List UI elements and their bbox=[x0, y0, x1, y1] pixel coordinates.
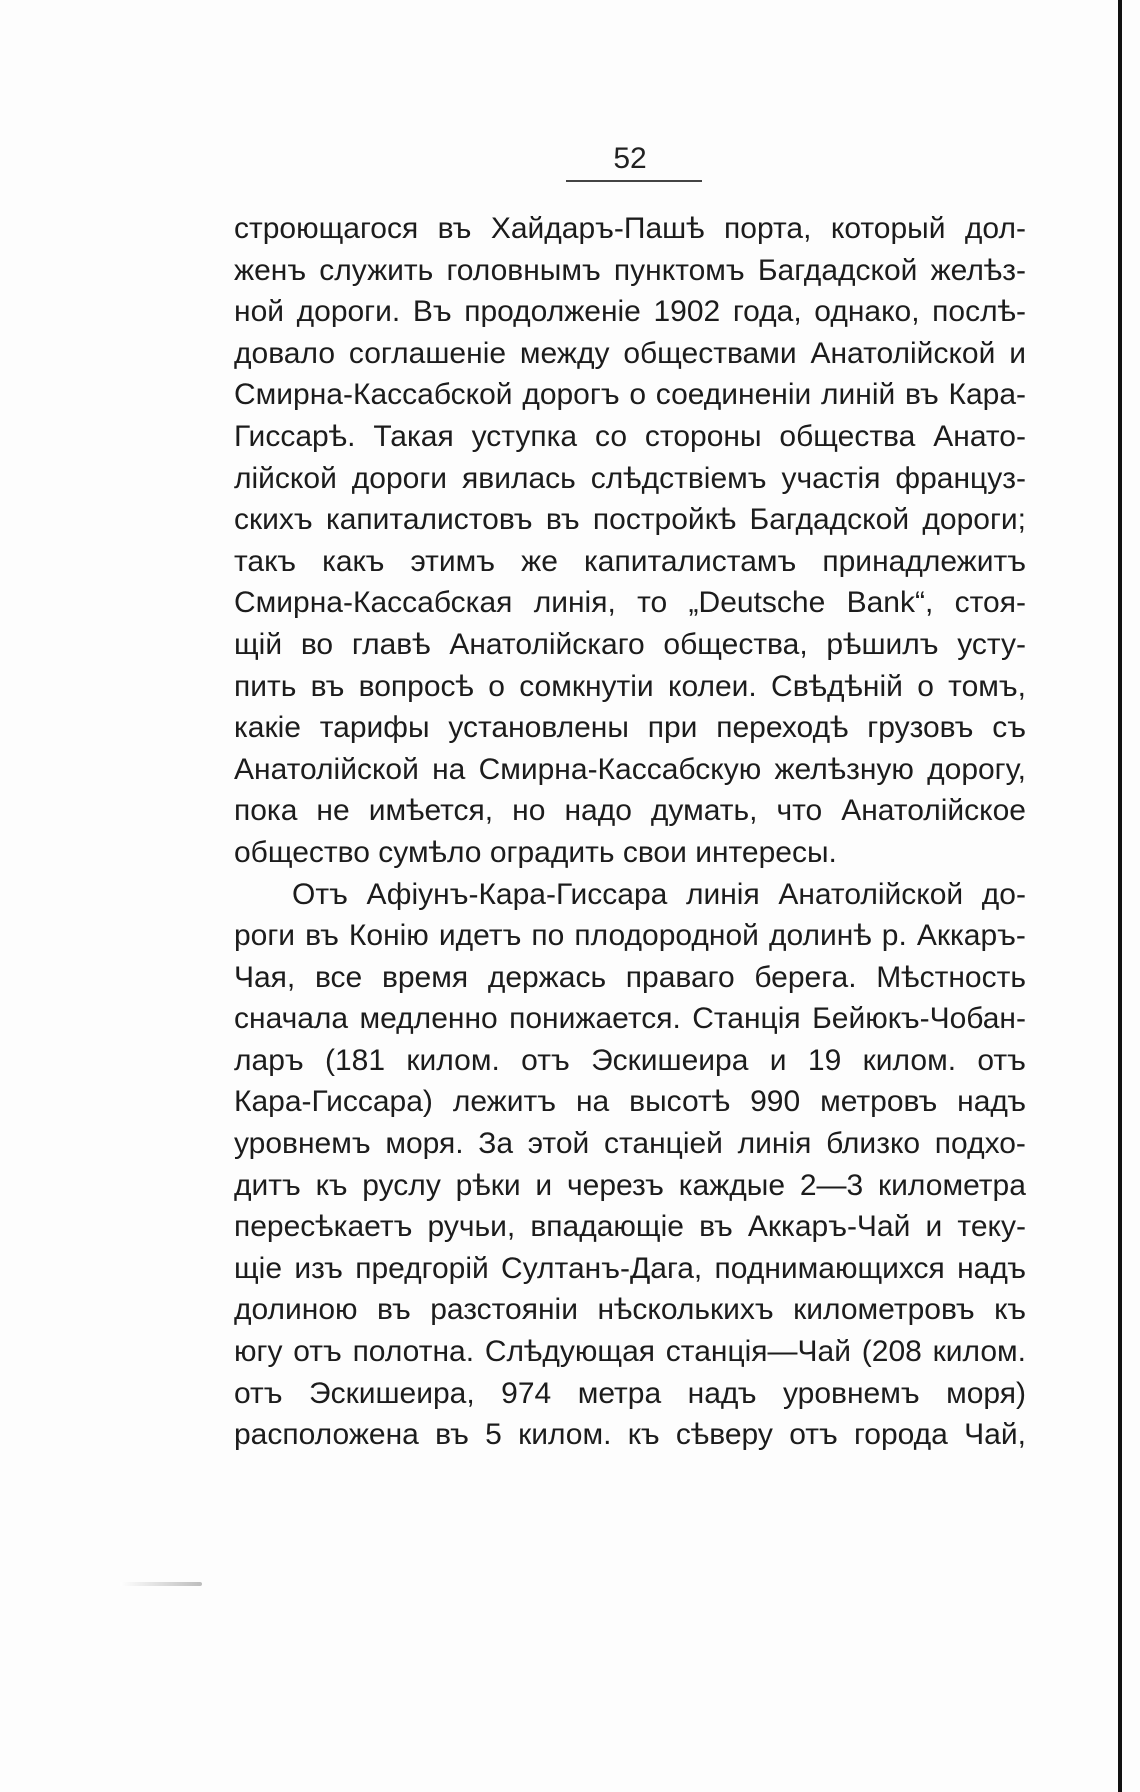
word: Гиссарѣ. bbox=[234, 419, 356, 453]
text-line bbox=[234, 291, 1026, 333]
word: держась bbox=[487, 960, 607, 994]
word: надо bbox=[564, 794, 632, 828]
word: Станція bbox=[692, 1002, 801, 1036]
word: 974 bbox=[501, 1376, 552, 1410]
word: въ bbox=[545, 503, 580, 537]
word: черезъ bbox=[567, 1168, 664, 1202]
word: отъ bbox=[521, 1043, 570, 1077]
word: не bbox=[316, 794, 350, 828]
word: къ bbox=[627, 1418, 660, 1452]
word: Аккаръ- bbox=[916, 919, 1026, 953]
word: довало bbox=[234, 336, 336, 370]
word: стоя- bbox=[954, 586, 1026, 620]
word: города bbox=[854, 1418, 948, 1452]
word: полотна. bbox=[352, 1335, 475, 1369]
word: о bbox=[629, 378, 646, 412]
text-line bbox=[234, 1165, 1026, 1207]
word: щій bbox=[234, 627, 283, 661]
word: метровъ bbox=[820, 1085, 938, 1119]
word: головнымъ bbox=[446, 253, 601, 287]
word: югу bbox=[234, 1335, 283, 1369]
page-edge-line bbox=[1118, 0, 1122, 1792]
word: главѣ bbox=[351, 627, 431, 661]
word: установлены bbox=[448, 711, 629, 745]
word: о bbox=[917, 669, 934, 703]
word: думать, bbox=[650, 794, 758, 828]
word: по bbox=[531, 919, 565, 953]
text-line bbox=[234, 374, 1026, 416]
word: этой bbox=[527, 1127, 590, 1161]
word: (181 bbox=[325, 1043, 386, 1077]
word: отъ bbox=[789, 1418, 838, 1452]
text-line bbox=[234, 1248, 1026, 1290]
text-line bbox=[234, 832, 1026, 874]
word: что bbox=[776, 794, 823, 828]
word: изъ bbox=[294, 1251, 343, 1285]
word: во bbox=[300, 627, 334, 661]
word: порта, bbox=[724, 212, 812, 245]
word: Смирна-Кассабской bbox=[234, 378, 513, 412]
word: сумѣло bbox=[378, 835, 482, 869]
word: моря. bbox=[385, 1127, 464, 1161]
word: теку- bbox=[957, 1210, 1026, 1244]
word: разстояніи bbox=[430, 1293, 578, 1327]
text-line bbox=[234, 416, 1026, 458]
word: (208 bbox=[861, 1335, 922, 1369]
word: усту- bbox=[957, 627, 1026, 661]
word: года, bbox=[732, 295, 802, 329]
text-line bbox=[234, 541, 1026, 583]
word: принадлежитъ bbox=[822, 544, 1026, 578]
word: въ bbox=[305, 919, 339, 953]
word: отъ bbox=[293, 1335, 342, 1369]
word: явилась bbox=[462, 461, 576, 495]
word: однако, bbox=[814, 295, 920, 329]
word: уступка bbox=[471, 419, 578, 453]
word: обществами bbox=[623, 336, 797, 370]
body-text bbox=[234, 208, 1026, 1456]
text-line bbox=[234, 915, 1026, 957]
text-line bbox=[234, 624, 1026, 666]
word: съ bbox=[992, 711, 1026, 745]
word: Bank“, bbox=[846, 586, 934, 620]
word: капиталистовъ bbox=[325, 503, 533, 537]
text-line bbox=[234, 1081, 1026, 1123]
word: общества bbox=[779, 419, 916, 453]
word: дороги. bbox=[296, 295, 401, 329]
word: линія bbox=[737, 1127, 812, 1161]
word: сомкнутіи bbox=[519, 669, 654, 703]
word: Смирна-Кассабскую bbox=[478, 752, 762, 786]
word: къ bbox=[994, 1293, 1026, 1327]
word: къ bbox=[315, 1168, 348, 1202]
word: и bbox=[535, 1168, 553, 1202]
word: имѣется, bbox=[368, 794, 494, 828]
word: время bbox=[381, 960, 469, 994]
word: дорогъ bbox=[522, 378, 620, 412]
word: руслу bbox=[362, 1168, 441, 1202]
word: уровнемъ bbox=[234, 1127, 371, 1161]
word: Свѣдѣній bbox=[771, 669, 903, 703]
word: на bbox=[432, 752, 466, 786]
word: соглашеніе bbox=[348, 336, 507, 370]
word: какъ bbox=[322, 544, 385, 578]
word: Отъ bbox=[292, 877, 348, 911]
text-line bbox=[234, 1123, 1026, 1165]
word: Султанъ-Дага, bbox=[501, 1251, 703, 1285]
word: долинѣ bbox=[768, 919, 872, 953]
word: между bbox=[519, 336, 610, 370]
text-line bbox=[234, 666, 1026, 708]
word: плодородной bbox=[574, 919, 759, 953]
word: пока bbox=[234, 794, 298, 828]
word: лежитъ bbox=[452, 1085, 556, 1119]
word: Слѣдующая bbox=[484, 1335, 655, 1369]
word: Мѣстность bbox=[876, 960, 1026, 994]
word: Анатолійской bbox=[778, 877, 964, 911]
text-line bbox=[234, 998, 1026, 1040]
word: надъ bbox=[957, 1251, 1026, 1285]
word: линій bbox=[821, 378, 896, 412]
word: и bbox=[925, 1210, 943, 1244]
word: линія, bbox=[533, 586, 616, 620]
word: ручьи, bbox=[427, 1210, 516, 1244]
word: женъ bbox=[234, 253, 307, 287]
word: надъ bbox=[687, 1376, 757, 1410]
word: Конію bbox=[348, 919, 429, 953]
word: дороги bbox=[351, 461, 448, 495]
word: 990 bbox=[750, 1085, 801, 1119]
word: рѣки bbox=[455, 1168, 521, 1202]
word: на bbox=[575, 1085, 610, 1119]
word: станціей bbox=[603, 1127, 723, 1161]
word: то bbox=[637, 586, 668, 620]
word: высотѣ bbox=[629, 1085, 731, 1119]
word: щіе bbox=[234, 1251, 283, 1285]
word: поднимающихся bbox=[714, 1251, 945, 1285]
word: Аккаръ-Чай bbox=[747, 1210, 911, 1244]
word: участія bbox=[781, 461, 881, 495]
text-line bbox=[234, 333, 1026, 375]
text-line bbox=[234, 749, 1026, 791]
word: служить bbox=[319, 253, 434, 287]
word: дорогу, bbox=[927, 752, 1026, 786]
word: впадающіе bbox=[530, 1210, 684, 1244]
word: килом. bbox=[932, 1335, 1026, 1369]
word: Эскишеира, bbox=[309, 1376, 475, 1410]
word: уровнемъ bbox=[782, 1376, 920, 1410]
word: расположена bbox=[234, 1418, 419, 1452]
word: въ bbox=[437, 212, 472, 245]
word: который bbox=[830, 212, 946, 245]
word: о bbox=[488, 669, 505, 703]
word: стороны bbox=[644, 419, 762, 453]
text-line bbox=[234, 458, 1026, 500]
word: километра bbox=[878, 1168, 1026, 1202]
word: постройкѣ bbox=[592, 503, 737, 537]
text-line bbox=[234, 957, 1026, 999]
word: продолженіе bbox=[464, 295, 641, 329]
word: пересѣкаетъ bbox=[234, 1210, 413, 1244]
word: Анатолійской bbox=[810, 336, 996, 370]
word: Эскишеира bbox=[591, 1043, 749, 1077]
word: Анатолійское bbox=[841, 794, 1026, 828]
word: желѣзную bbox=[774, 752, 914, 786]
word: Анатолійской bbox=[234, 752, 419, 786]
word: томъ, bbox=[948, 669, 1026, 703]
word: отъ bbox=[234, 1376, 283, 1410]
word: 5 bbox=[485, 1418, 502, 1452]
word: какіе bbox=[234, 711, 301, 745]
text-line bbox=[234, 250, 1026, 292]
word: все bbox=[314, 960, 363, 994]
word: Багдадской bbox=[757, 253, 918, 287]
text-line bbox=[234, 499, 1026, 541]
word: колеи. bbox=[667, 669, 757, 703]
word: За bbox=[478, 1127, 514, 1161]
word: близко bbox=[826, 1127, 921, 1161]
text-line bbox=[234, 1331, 1026, 1373]
word: праваго bbox=[625, 960, 735, 994]
word: интересы. bbox=[695, 835, 837, 869]
word: же bbox=[521, 544, 558, 578]
word: Бейюкъ-Чобан- bbox=[812, 1002, 1026, 1036]
word: рѣшилъ bbox=[826, 627, 939, 661]
word: желѣз- bbox=[930, 253, 1026, 287]
text-line bbox=[234, 208, 1026, 250]
word: надъ bbox=[957, 1085, 1026, 1119]
word: въ bbox=[905, 378, 939, 412]
word: въ bbox=[377, 1293, 411, 1327]
word: при bbox=[647, 711, 698, 745]
word: общество bbox=[234, 835, 370, 869]
word: слѣдствіемъ bbox=[590, 461, 767, 495]
word: каждые bbox=[678, 1168, 786, 1202]
page-number-rule bbox=[566, 180, 702, 182]
word: сначала bbox=[234, 1002, 349, 1036]
word: грузовъ bbox=[867, 711, 974, 745]
text-line bbox=[234, 1373, 1026, 1415]
word: до- bbox=[981, 877, 1026, 911]
word: Смирна-Кассабская bbox=[234, 586, 513, 620]
word: Багдадской bbox=[749, 503, 910, 537]
word: переходѣ bbox=[716, 711, 849, 745]
word: со bbox=[594, 419, 628, 453]
text-line bbox=[234, 790, 1026, 832]
word: Анато- bbox=[933, 419, 1026, 453]
text-line bbox=[234, 1206, 1026, 1248]
word: дитъ bbox=[234, 1168, 301, 1202]
word: 1902 bbox=[653, 295, 721, 329]
word: метра bbox=[577, 1376, 662, 1410]
word: общества, bbox=[663, 627, 808, 661]
word: оградить bbox=[489, 835, 615, 869]
word: отъ bbox=[977, 1043, 1026, 1077]
word: въ bbox=[699, 1210, 733, 1244]
word: въ bbox=[310, 669, 345, 703]
word: тарифы bbox=[319, 711, 430, 745]
word: линія bbox=[685, 877, 760, 911]
word: подхо- bbox=[934, 1127, 1026, 1161]
word: и bbox=[769, 1043, 787, 1077]
word: килом. bbox=[862, 1043, 957, 1077]
word: но bbox=[512, 794, 546, 828]
word: 2—3 bbox=[799, 1168, 864, 1202]
word: Афіунъ-Кара-Гиссара bbox=[366, 877, 668, 911]
scan-mark bbox=[120, 1582, 202, 1586]
page-number: 52 bbox=[613, 142, 647, 175]
word: Кара- bbox=[948, 378, 1026, 412]
word: сѣверу bbox=[675, 1418, 773, 1452]
word: Такая bbox=[373, 419, 454, 453]
word: дороги; bbox=[922, 503, 1026, 537]
word: нѣсколькихъ bbox=[597, 1293, 774, 1327]
word: килом. bbox=[518, 1418, 612, 1452]
text-line bbox=[234, 1040, 1026, 1082]
word: берега. bbox=[754, 960, 857, 994]
word: роги bbox=[234, 919, 296, 953]
word: соединеніи bbox=[655, 378, 812, 412]
text-line bbox=[234, 582, 1026, 624]
word: долиною bbox=[234, 1293, 358, 1327]
text-line bbox=[234, 1289, 1026, 1331]
word: медленно bbox=[359, 1002, 498, 1036]
word: Чая, bbox=[234, 960, 296, 994]
word: пунктомъ bbox=[613, 253, 745, 287]
word: станція—Чай bbox=[665, 1335, 851, 1369]
word: капиталистамъ bbox=[583, 544, 797, 578]
word: ной bbox=[234, 295, 285, 329]
word: Анатолійскаго bbox=[449, 627, 645, 661]
word: дол- bbox=[964, 212, 1026, 245]
word: пить bbox=[234, 669, 297, 703]
word: моря) bbox=[946, 1376, 1026, 1410]
word: Хайдаръ-Пашѣ bbox=[490, 212, 705, 245]
word: Чай, bbox=[964, 1418, 1026, 1452]
word: вопросѣ bbox=[358, 669, 474, 703]
word: Кара-Гиссара) bbox=[234, 1085, 433, 1119]
word: километровъ bbox=[793, 1293, 975, 1327]
word: такъ bbox=[234, 544, 296, 578]
word: лійской bbox=[234, 461, 337, 495]
word: ларъ bbox=[234, 1043, 304, 1077]
word: идетъ bbox=[438, 919, 522, 953]
text-line bbox=[234, 707, 1026, 749]
word: предгорій bbox=[355, 1251, 489, 1285]
word: скихъ bbox=[234, 503, 313, 537]
word: килом. bbox=[406, 1043, 500, 1077]
word: француз- bbox=[895, 461, 1026, 495]
word: въ bbox=[435, 1418, 469, 1452]
text-line bbox=[234, 874, 1026, 916]
word: свои bbox=[622, 835, 687, 869]
word: р. bbox=[881, 919, 907, 953]
word: 19 bbox=[807, 1043, 842, 1077]
word: и bbox=[1009, 336, 1026, 370]
word: Въ bbox=[412, 295, 452, 329]
word: понижается. bbox=[509, 1002, 681, 1036]
word: „Deutsche bbox=[688, 586, 826, 620]
word: этимъ bbox=[410, 544, 496, 578]
word: послѣ- bbox=[932, 295, 1026, 329]
word: строющагося bbox=[234, 212, 419, 245]
text-line bbox=[234, 1414, 1026, 1456]
